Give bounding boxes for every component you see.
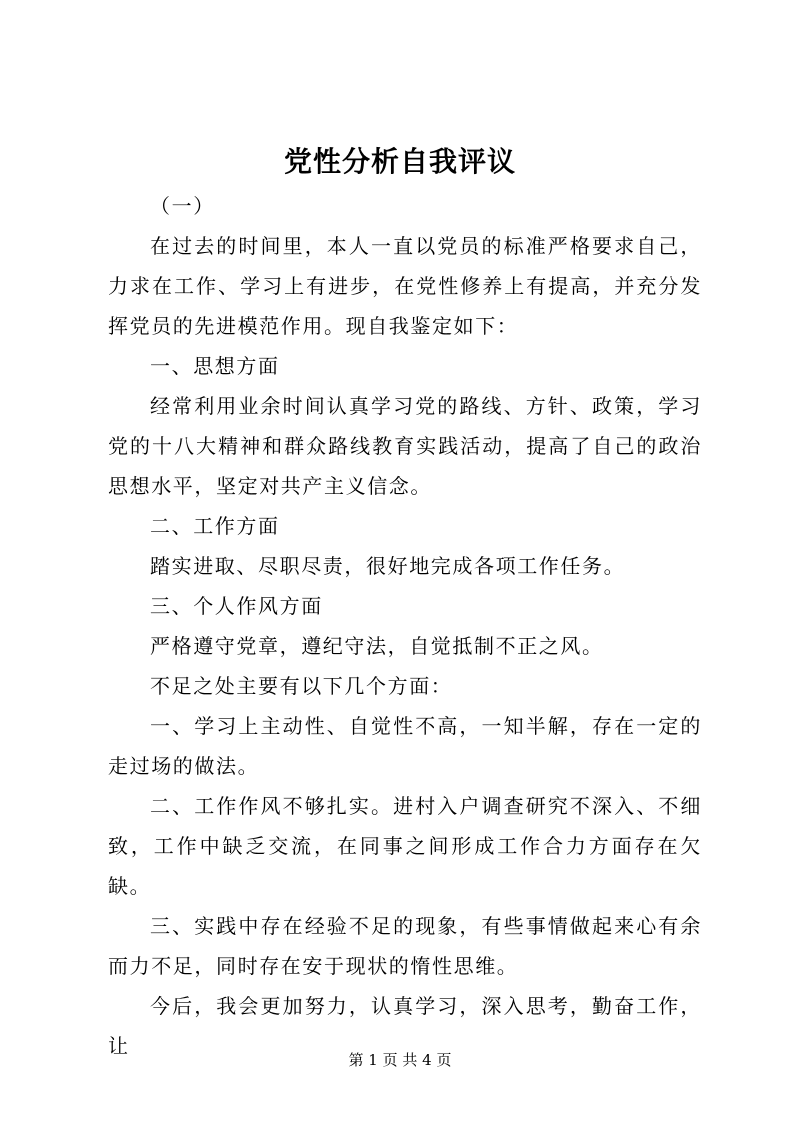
- paragraph-work: 踏实进取、尽职尽责，很好地完成各项工作任务。: [150, 554, 626, 578]
- page-footer: 第 1 页 共 4 页: [348, 1051, 452, 1069]
- shortcoming-2: 二、工作作风不够扎实。进村入户调查研究不深入、不细致，工作中缺乏交流，在同事之间形成工作合力方面存在欠缺。: [108, 794, 702, 898]
- heading-style: 三、个人作风方面: [150, 594, 323, 618]
- heading-thought: 一、思想方面: [150, 354, 280, 378]
- heading-shortcomings: 不足之处主要有以下几个方面：: [150, 674, 453, 698]
- shortcoming-1: 一、学习上主动性、自觉性不高，一知半解，存在一定的走过场的做法。: [108, 714, 702, 778]
- section-number: （一）: [150, 194, 215, 218]
- paragraph-style: 严格遵守党章，遵纪守法，自觉抵制不正之风。: [150, 634, 604, 658]
- heading-work: 二、工作方面: [150, 514, 280, 538]
- intro-paragraph: 在过去的时间里，本人一直以党员的标准严格要求自己，力求在工作、学习上有进步，在党性修养上有提高，并充分发挥党员的先进模范作用。现自我鉴定如下：: [108, 234, 702, 338]
- paragraph-thought: 经常利用业余时间认真学习党的路线、方针、政策，学习党的十八大精神和群众路线教育实践活动，提高了自己的政治思想水平，坚定对共产主义信念。: [108, 394, 702, 498]
- document-body: [108, 186, 702, 1066]
- document-title: 党性分析自我评议: [283, 145, 516, 178]
- shortcoming-3: 三、实践中存在经验不足的现象，有些事情做起来心有余而力不足，同时存在安于现状的惰性思维。: [108, 914, 702, 978]
- paragraph-future: 今后，我会更加努力，认真学习，深入思考，勤奋工作，让: [108, 994, 702, 1058]
